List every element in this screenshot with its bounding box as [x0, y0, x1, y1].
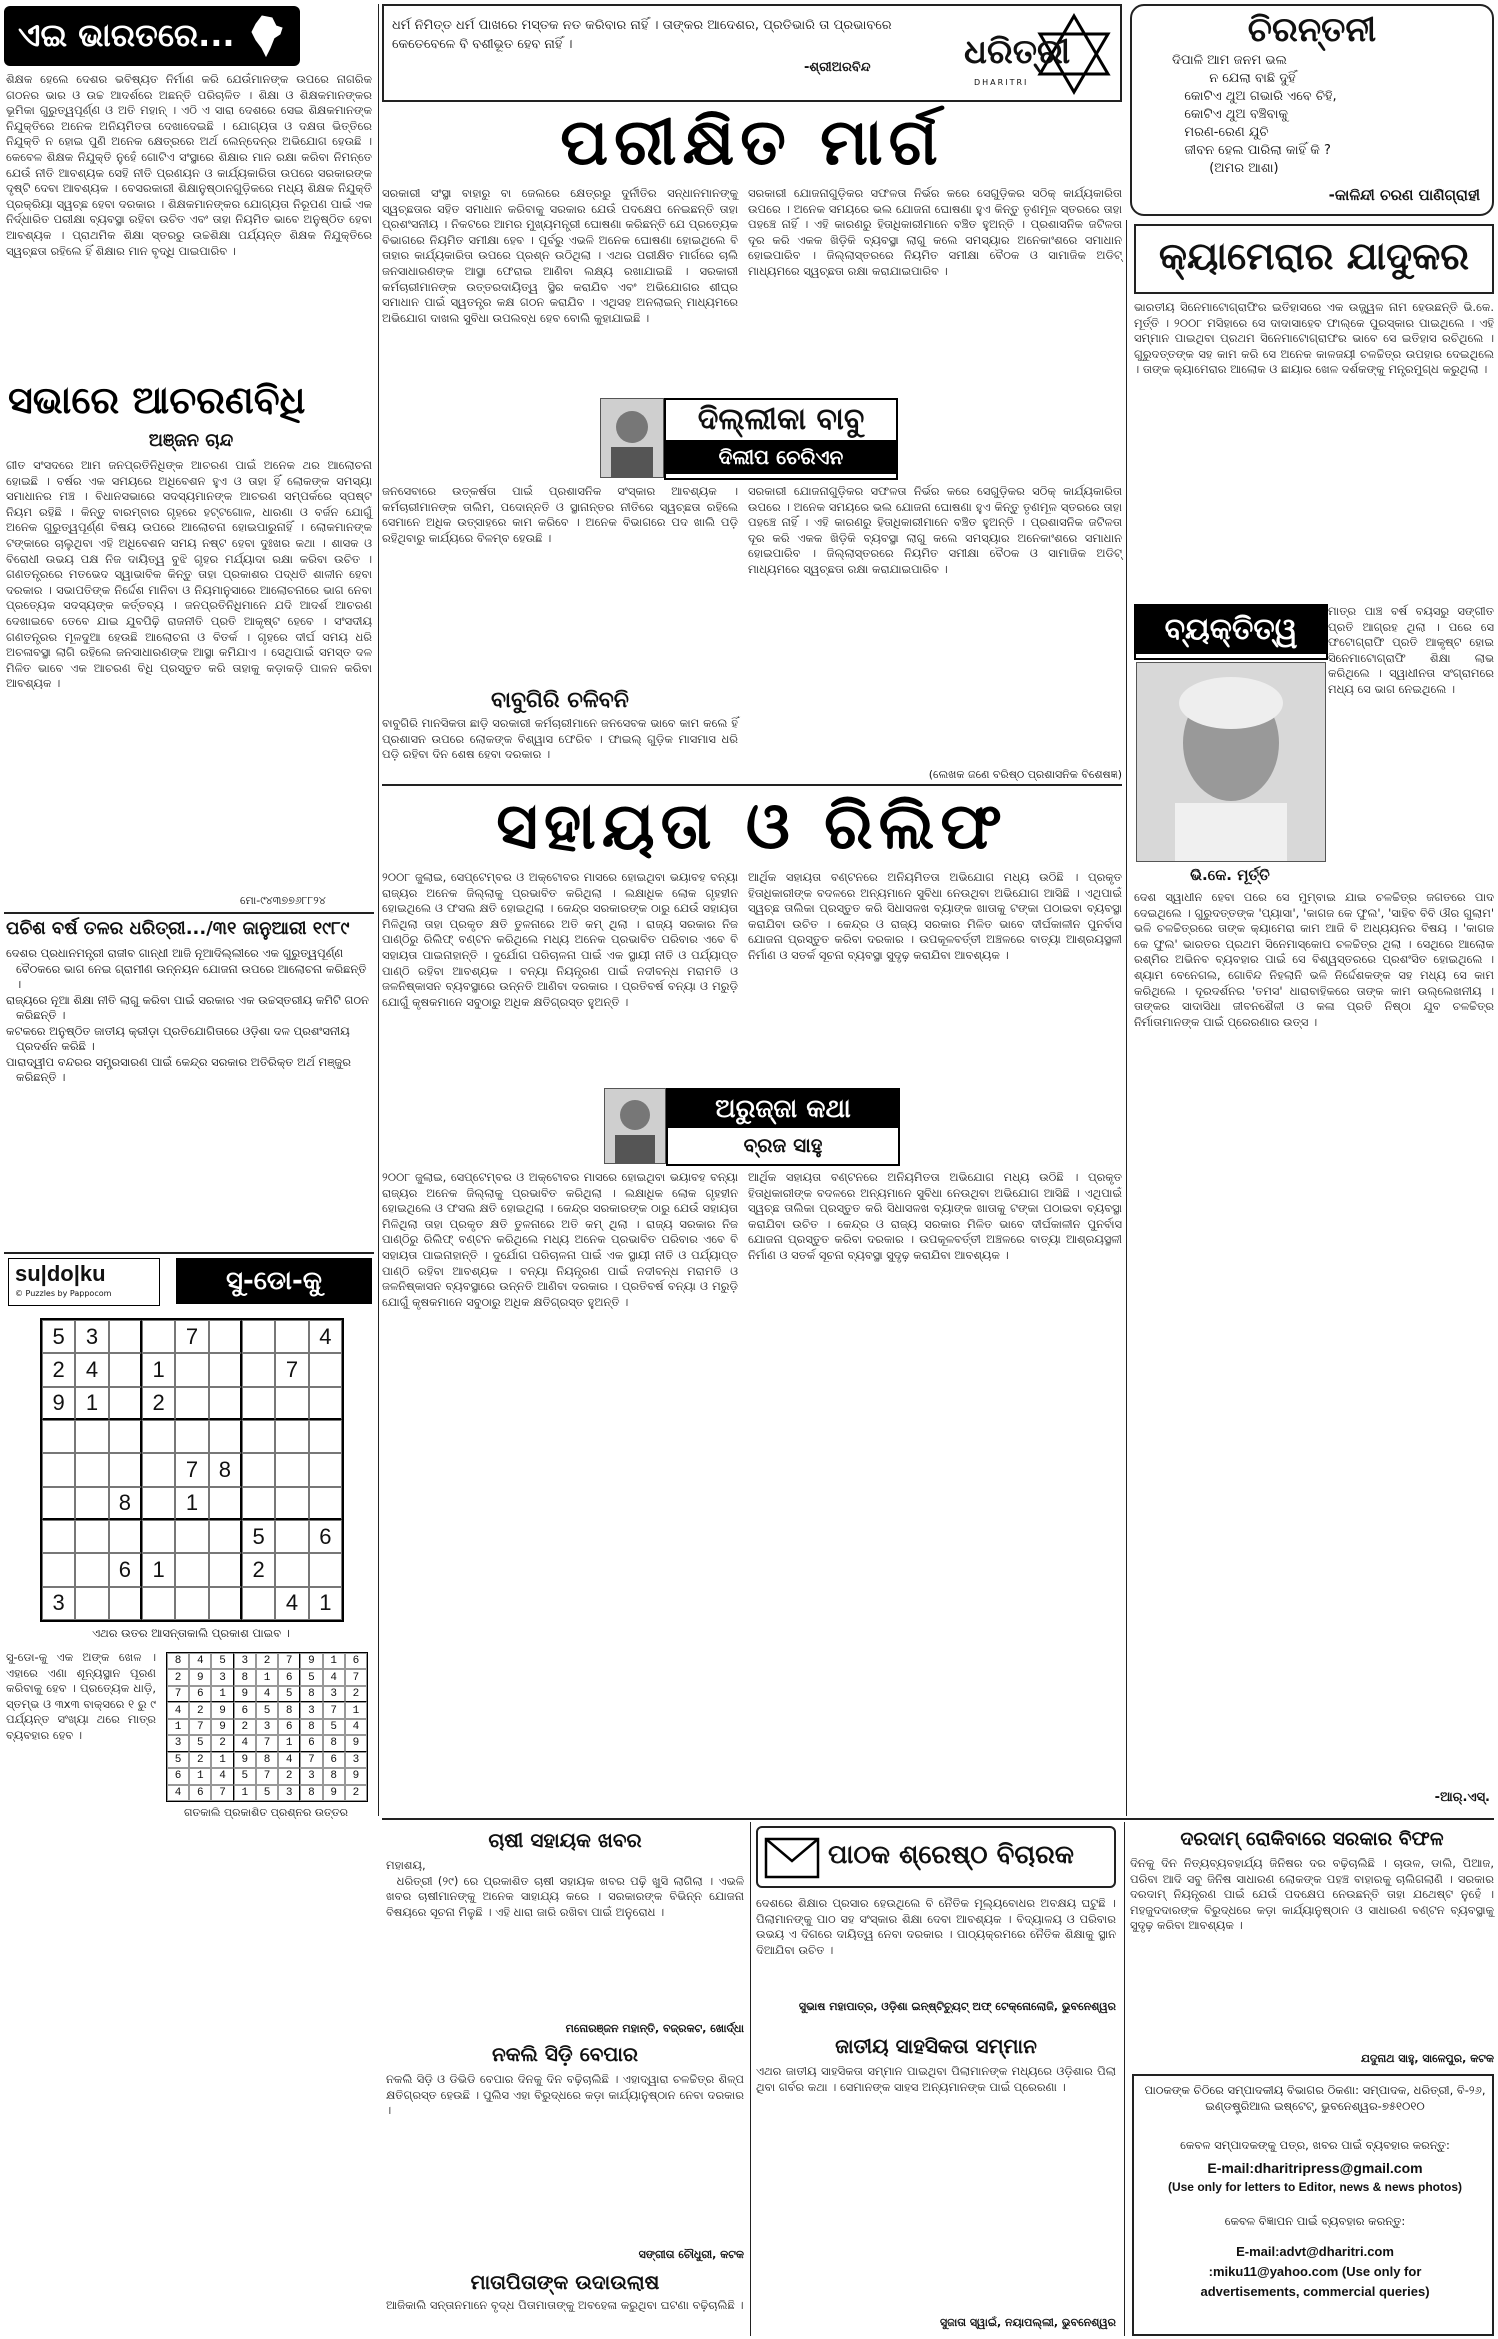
sudoku-cell[interactable] [142, 1487, 175, 1520]
contact-email2[interactable]: E-mail:advt@dharitri.com [1236, 2244, 1394, 2259]
photo-caption: ଭି.କେ. ମୂର୍ତ୍ତି [1190, 866, 1270, 884]
camera-body: ଭାରତୀୟ ସିନେମାଟୋଗ୍ରାଫିର ଇତିହାସରେ ଏକ ଉଜ୍ଜ୍ୱଳ ନାମ ହେଉଛନ୍ତି ଭି.କେ. ମୂର୍ତ୍ତି । ୨୦୦୮ ମସିହାରେ ସେ ଦାଦାସାହେବ ଫାଲ୍‌କେ ପୁରସ୍କାର ପାଇଥିଲେ । ଏହି ସମ୍ମାନ ପାଇଥିବା ପ୍ରଥମ ସିନେମାଟୋଗ୍ରାଫର ଭାବେ ସେ ଇତିହାସ ରଚିଥିଲେ । ଗୁରୁଦତ୍ତଙ୍କ ସହ କାମ କରି ସେ ଅନେକ କାଳଜୟୀ ଚଳଚ୍ଚିତ୍ର ଉପହାର ଦେଇଥିଲେ । ତାଙ୍କ କ୍ୟାମେରାର ଆଲୋକ ଓ ଛାୟାର ଖେଳ ଦର୍ଶକଙ୍କୁ ମନ୍ତ୍ରମୁଗ୍ଧ କରୁଥିଲା । [1134, 300, 1498, 377]
sudoku-solution-cell: 1 [189, 1768, 211, 1784]
sudoku-cell[interactable] [209, 1487, 242, 1520]
sudoku-solution-cell: 5 [211, 1653, 233, 1669]
sudoku-solution-cell: 6 [167, 1768, 189, 1784]
sudoku-solution-cell: 5 [300, 1669, 322, 1685]
sudoku-solution-cell: 8 [256, 1752, 278, 1768]
sudoku-solution-cell: 3 [256, 1719, 278, 1735]
sudoku-cell[interactable]: 8 [209, 1453, 242, 1486]
sudoku-solution-cell: 3 [300, 1768, 322, 1784]
sudoku-solution-cell: 5 [323, 1719, 345, 1735]
headline-sahayata-relief: ସହାୟତା ଓ ରିଲିଫ [496, 790, 1008, 864]
sudoku-solution-cell: 6 [189, 1686, 211, 1702]
left-editorial-body: ଶିକ୍ଷକ ହେଲେ ଦେଶର ଭବିଷ୍ୟତ ନିର୍ମାଣ କରି ଯେଉଁମାନଙ୍କ ଉପରେ ନାଗରିକ ଗଠନର ଭାର ଓ ଉଚ୍ଚ ଆଦର୍ଶରେ ଅଛନ୍ତି ପରିଚାଳିତ । ଶିକ୍ଷା ଓ ଶିକ୍ଷକମାନଙ୍କର ଭୂମିକା ଗୁରୁତ୍ୱପୂର୍ଣ୍ଣ ଓ ଅତି ମହାନ୍ । ଏଠି ଏ ସାରା ଦେଶରେ ସେଇ ଶିକ୍ଷକମାନଙ୍କ ନିଯୁକ୍ତିରେ ଅନେକ ଅନିୟମିତତା ଦେଖାଦେଇଛି । ଯୋଗ୍ୟତା ଓ ଦକ୍ଷତା ଭିତ୍ତିରେ ନିଯୁକ୍ତି ନ ହୋଇ ପୁଣି ଅନେକ କ୍ଷେତ୍ରରେ ଅର୍ଥ ଲେନ୍‌ଦେନ୍‌ର ଅଭିଯୋଗ ହେଉଛି । କେବେଳ ଶିକ୍ଷକ ନିଯୁକ୍ତି ନୁହେଁ ଗୋଟିଏ ସଂସ୍ଥାରେ ଶିକ୍ଷାର ମାନ ରକ୍ଷା କରିବା ନିମନ୍ତେ ଯେଉଁ ନୀତି ଆବଶ୍ୟକ ସେହି ନୀତି ପ୍ରଣୟନ ଓ କାର୍ଯ୍ୟକାରିତା ଉପରେ ସରକାରଙ୍କ ଦୃଷ୍ଟି ଦେବା ଆବଶ୍ୟକ । ବେସରକାରୀ ଶିକ୍ଷାନୁଷ୍ଠାନଗୁଡ଼ିକରେ ମଧ୍ୟ ଶିକ୍ଷକ ନିଯୁକ୍ତି ପ୍ରକ୍ରିୟା ସ୍ୱଚ୍ଛ ହେବା ଦରକାର । ଶିକ୍ଷକମାନଙ୍କର ଯୋଗ୍ୟତା ନିରୂପଣ ପାଇଁ ଏକ ନିର୍ଦ୍ଧାରିତ ପରୀକ୍ଷା ବ୍ୟବସ୍ଥା ରହିବା ଉଚିତ ଏବଂ ତାହା ନିୟମିତ ଭାବେ ଅନୁଷ୍ଠିତ ହେବା ଆବଶ୍ୟକ । ପ୍ରାଥମିକ ଶିକ୍ଷା ସ୍ତରରୁ ଉଚ୍ଚଶିକ୍ଷା ପର୍ଯ୍ୟନ୍ତ ଶିକ୍ଷକ ନିଯୁକ୍ତିରେ ସ୍ୱଚ୍ଛତା ରହିଲେ ହିଁ ଶିକ୍ଷାର ମାନ ବୃଦ୍ଧି ପାଇପାରିବ । [6, 72, 376, 258]
sudoku-solution-cell: 4 [256, 1686, 278, 1702]
sudoku-solution-cell: 7 [323, 1702, 345, 1718]
main-col2-cont: ସରକାରୀ ଯୋଜନାଗୁଡ଼ିକର ସଫଳତା ନିର୍ଭର କରେ ସେଗୁଡ଼ିକର ସଠିକ୍ କାର୍ଯ୍ୟକାରିତା ଉପରେ । ଅନେକ ସମୟରେ ଭଲ ଯୋଜନା ଘୋଷଣା ହୁଏ କିନ୍ତୁ ତୃଣମୂଳ ସ୍ତରରେ ତାହା ପହଞ୍ଚେ ନାହିଁ । ଏହି କାରଣରୁ ହିତାଧିକାରୀମାନେ ବଞ୍ଚିତ ହୁଅନ୍ତି । ପ୍ରଶାସନିକ ଜଟିଳତା ଦୂର କରି ଏକକ ଖିଡ଼ିକି ବ୍ୟବସ୍ଥା ଲାଗୁ କଲେ ସମସ୍ୟାର ଅନେକାଂଶରେ ସମାଧାନ ହୋଇପାରିବ । ଜିଲ୍ଲାସ୍ତରରେ ନିୟମିତ ସମୀକ୍ଷା ବୈଠକ ଓ ସାମାଜିକ ଅଡିଟ୍ ମାଧ୍ୟମରେ ସ୍ୱଚ୍ଛତା ରକ୍ଷା କରାଯାଇପାରିବ । [748, 484, 1126, 576]
vk-murthy-photo [1136, 662, 1326, 862]
camera-body2: ଦେଶ ସ୍ୱାଧୀନ ହେବା ପରେ ସେ ମୁମ୍ବାଇ ଯାଇ ଚଳଚ୍ଚିତ୍ର ଜଗତରେ ପାଦ ଦେଇଥିଲେ । ଗୁରୁଦତ୍ତଙ୍କ 'ପ୍ୟାସା', 'କାଗଜ କେ ଫୁଲ', 'ସାହିବ ବିବି ଔର ଗୁଲାମ' ଭଳି ଚଳଚ୍ଚିତ୍ରରେ ତାଙ୍କ କ୍ୟାମେରା କାମ ଆଜି ବି ଅଧ୍ୟୟନର ବିଷୟ । 'କାଗଜ କେ ଫୁଲ' ଭାରତର ପ୍ରଥମ ସିନେମାସ୍କୋପ ଚଳଚ୍ଚିତ୍ର ଥିଲା । ସେଥିରେ ଆଲୋକ ରଶ୍ମିର ଅଭିନବ ବ୍ୟବହାର ପାଇଁ ସେ ବିଶ୍ୱସ୍ତରରେ ପ୍ରଶଂସିତ ହୋଇଥିଲେ । ଶ୍ୟାମ ବେନେଗଲ, ଗୋବିନ୍ଦ ନିହଲାନି ଭଳି ନିର୍ଦ୍ଦେଶକଙ୍କ ସହ ମଧ୍ୟ ସେ କାମ କରିଥିଲେ । ଦୂରଦର୍ଶନର 'ତମସ' ଧାରାବାହିକରେ ତାଙ୍କ କାମ ଉଲ୍ଲେଖନୀୟ । ତାଙ୍କର ସାଦାସିଧା ଜୀବନଶୈଳୀ ଓ କଳା ପ୍ରତି ନିଷ୍ଠା ଯୁବ ଚଳଚ୍ଚିତ୍ର ନିର୍ମାତାମାନଙ୍କ ପାଇଁ ପ୍ରେରଣାର ଉତ୍ସ । [1134, 890, 1498, 1029]
sudoku-cell[interactable] [242, 1420, 275, 1453]
sudoku-grid[interactable] [40, 1318, 344, 1622]
vyakti-label [1134, 604, 1328, 660]
sudoku-cell[interactable] [309, 1353, 342, 1386]
sudoku-solution-cell: 5 [167, 1752, 189, 1768]
letters-signature2: ସୁଜାତା ସ୍ୱାଇଁ, ନୟାପଲ୍ଲୀ, ଭୁବନେଶ୍ୱର [939, 2316, 1116, 2329]
contact-email1-note: (Use only for letters to Editor, news & news photos) [1167, 2180, 1463, 2194]
sudoku-solution-cell: 6 [323, 1752, 345, 1768]
farmer-title2: ନକଲି ସିଡ଼ି ବେପାର [491, 2042, 639, 2066]
sudoku-cell[interactable] [142, 1420, 175, 1453]
sudoku-solution-caption: ଗତକାଲି ପ୍ରକାଶିତ ପ୍ରଶ୍ନର ଉତ୍ତର [183, 1806, 349, 1819]
sudoku-solution-cell: 4 [167, 1702, 189, 1718]
sudoku-solution-cell: 6 [189, 1785, 211, 1801]
source-note: (ଲେଖକ ଜଣେ ବରିଷ୍ଠ ପ୍ରଶାସନିକ ବିଶେଷଜ୍ଞ) [928, 768, 1122, 781]
sudoku-cell[interactable] [109, 1420, 142, 1453]
main-col2: ସରକାରୀ ଯୋଜନାଗୁଡ଼ିକର ସଫଳତା ନିର୍ଭର କରେ ସେଗୁଡ଼ିକର ସଠିକ୍ କାର୍ଯ୍ୟକାରିତା ଉପରେ । ଅନେକ ସମୟରେ ଭଲ ଯୋଜନା ଘୋଷଣା ହୁଏ କିନ୍ତୁ ତୃଣମୂଳ ସ୍ତରରେ ତାହା ପହଞ୍ଚେ ନାହିଁ । ଏହି କାରଣରୁ ହିତାଧିକାରୀମାନେ ବଞ୍ଚିତ ହୁଅନ୍ତି । ପ୍ରଶାସନିକ ଜଟିଳତା ଦୂର କରି ଏକକ ଖିଡ଼ିକି ବ୍ୟବସ୍ଥା ଲାଗୁ କଲେ ସମସ୍ୟାର ଅନେକାଂଶରେ ସମାଧାନ ହୋଇପାରିବ । ଜିଲ୍ଲାସ୍ତରରେ ନିୟମିତ ସମୀକ୍ଷା ବୈଠକ ଓ ସାମାଜିକ ଅଡିଟ୍ ମାଧ୍ୟମରେ ସ୍ୱଚ୍ଛତା ରକ୍ଷା କରାଯାଇପାରିବ । [748, 186, 1126, 278]
sudoku-solution-cell: 8 [323, 1735, 345, 1751]
sudoku-solution-cell: 2 [189, 1752, 211, 1768]
sudoku-cell[interactable] [142, 1587, 175, 1620]
sudoku-cell[interactable] [242, 1387, 275, 1420]
history-item: ରାଜ୍ୟରେ ନୂଆ ଶିକ୍ଷା ନୀତି ଲାଗୁ କରିବା ପାଇଁ ସରକାର ଏକ ଉଚ୍ଚସ୍ତରୀୟ କମିଟି ଗଠନ କରିଛନ୍ତି । [6, 992, 369, 1022]
sudoku-cell[interactable] [242, 1587, 275, 1620]
quote-author: -ଶ୍ରୀଅରବିନ୍ଦ [804, 60, 871, 75]
sudoku-solution-cell: 9 [300, 1653, 322, 1669]
logo-text: ଧରିତ୍ରୀ [964, 32, 1071, 72]
sudoku-cell[interactable]: 6 [309, 1520, 342, 1553]
divider [4, 1252, 374, 1254]
sudoku-solution-cell: 6 [278, 1719, 300, 1735]
sudoku-solution-cell: 4 [211, 1768, 233, 1784]
camera-body-right: ମାତ୍ର ପାଞ୍ଚ ବର୍ଷ ବୟସରୁ ସଙ୍ଗୀତ ପ୍ରତି ଆଗ୍ରହ ଥିଲା । ପରେ ସେ ଫଟୋଗ୍ରାଫି ପ୍ରତି ଆକୃଷ୍ଟ ହୋଇ ସିନେମାଟୋଗ୍ରାଫି ଶିକ୍ଷା ଲାଭ କରିଥିଲେ । ସ୍ୱାଧୀନତା ସଂଗ୍ରାମରେ ମଧ୍ୟ ସେ ଭାଗ ନେଇଥିଲେ । [1328, 604, 1498, 696]
sudoku-solution-cell: 1 [345, 1702, 367, 1718]
sudoku-cell[interactable] [109, 1387, 142, 1420]
sudoku-cell[interactable]: 1 [75, 1387, 108, 1420]
author-tag2-name: ଅରୁଜ୍ଜା କଥା [668, 1090, 898, 1128]
history-item: ଦେଶର ପ୍ରଧାନମନ୍ତ୍ରୀ ରାଜୀବ ଗାନ୍ଧୀ ଆଜି ନୂଆଦିଲ୍ଲୀରେ ଏକ ଗୁରୁତ୍ୱପୂର୍ଣ୍ଣ ବୈଠକରେ ଭାଗ ନେଇ ଗ୍ରାମୀଣ ଉନ୍ନୟନ ଯୋଜନା ଉପରେ ଆଲୋଚନା କରିଛନ୍ତି । [6, 946, 367, 991]
sudoku-solution-cell: 5 [256, 1785, 278, 1801]
sudoku-cell[interactable] [309, 1553, 342, 1586]
sudoku-cell[interactable] [142, 1320, 175, 1353]
sudoku-solution-cell: 9 [345, 1768, 367, 1784]
column-rule [1126, 220, 1127, 1816]
sudoku-solution-cell: 7 [189, 1719, 211, 1735]
main-col1-cont: ଜନସେବାରେ ଉତ୍କର୍ଷତା ପାଇଁ ପ୍ରଶାସନିକ ସଂସ୍କାର ଆବଶ୍ୟକ । କର୍ମଚାରୀମାନଙ୍କ ତାଲିମ, ପଦୋନ୍ନତି ଓ ସ୍ଥାନାନ୍ତର ନୀତିରେ ସ୍ୱଚ୍ଛତା ରହିଲେ ସେମାନେ ଅଧିକ ଉତ୍ସାହରେ କାମ କରିବେ । ଅନେକ ବିଭାଗରେ ପଦ ଖାଲି ପଡ଼ି ରହିଥିବାରୁ କାର୍ଯ୍ୟରେ ବିଳମ୍ବ ହେଉଛି । [382, 484, 742, 545]
author-tag [664, 398, 898, 480]
farmer-signature: ମନୋରଞ୍ଜନ ମହାନ୍ତି, ବଜ୍ରକଟ, ଖୋର୍ଦ୍ଧା [565, 2022, 744, 2035]
contact-email3[interactable]: :miku11@yahoo.com (Use only for [1208, 2264, 1422, 2279]
vyakti-label-text: ବ୍ୟକ୍ତିତ୍ୱ [1136, 606, 1326, 654]
sudoku-solution-cell: 7 [345, 1669, 367, 1685]
sudoku-solution-cell: 8 [300, 1785, 322, 1801]
sudoku-solution-cell: 1 [211, 1752, 233, 1768]
farmer-title3: ମାତାପିତାଙ୍କ ଉଦାଉଲାଷ [470, 2270, 660, 2294]
section-title: ଏଇ ଭାରତରେ... [18, 16, 235, 54]
sudoku-cell[interactable] [242, 1353, 275, 1386]
sudoku-cell[interactable]: 1 [175, 1487, 208, 1520]
sudoku-solution-cell: 6 [300, 1735, 322, 1751]
sudoku-solution-cell: 7 [256, 1768, 278, 1784]
subhead-babu: ବାବୁଗିରି ଚଳିବନି [491, 688, 629, 713]
letters-body: ଦେଶରେ ଶିକ୍ଷାର ପ୍ରସାର ହେଉଥିଲେ ବି ନୈତିକ ମୂଲ୍ୟବୋଧର ଅବକ୍ଷୟ ଘଟୁଛି । ପିଲାମାନଙ୍କୁ ପାଠ ସହ ସଂସ୍କାର ଶିକ୍ଷା ଦେବା ଆବଶ୍ୟକ । ବିଦ୍ୟାଳୟ ଓ ପରିବାର ଉଭୟ ଏ ଦିଗରେ ଦାୟିତ୍ୱ ନେବା ଦରକାର । ପାଠ୍ୟକ୍ରମରେ ନୈତିକ ଶିକ୍ଷାକୁ ସ୍ଥାନ ଦିଆଯିବା ଉଚିତ । [756, 1896, 1120, 1957]
sudoku-solution-cell: 3 [278, 1785, 300, 1801]
camera-headline-box [1134, 224, 1494, 294]
sudoku-solution-cell: 8 [234, 1669, 256, 1685]
sudoku-solution-cell: 9 [234, 1752, 256, 1768]
envelope-icon [764, 1837, 820, 1879]
sudoku-solution-cell: 4 [323, 1669, 345, 1685]
sudoku-cell[interactable] [175, 1387, 208, 1420]
sudoku-brand [8, 1258, 160, 1306]
sudoku-solution-cell: 6 [345, 1653, 367, 1669]
sudoku-solution-cell: 1 [234, 1785, 256, 1801]
sudoku-cell[interactable]: 3 [75, 1320, 108, 1353]
sudoku-cell[interactable] [275, 1520, 308, 1553]
sudoku-cell[interactable] [142, 1453, 175, 1486]
sudoku-cell[interactable] [109, 1353, 142, 1386]
main-col3: ୨୦୦୮ ଜୁଲାଇ, ସେପ୍ଟେମ୍ବର ଓ ଅକ୍ଟୋବର ମାସରେ ହୋଇଥିବା ଭୟାବହ ବନ୍ୟା ରାଜ୍ୟର ଅନେକ ଜିଲ୍ଲାକୁ ପ୍ରଭାବିତ କରିଥିଲା । ଲକ୍ଷାଧିକ ଲୋକ ଗୃହହୀନ ହୋଇଥିଲେ ଓ ଫସଲ କ୍ଷତି ହୋଇଥିଲା । କେନ୍ଦ୍ର ସରକାରଙ୍କ ଠାରୁ ଯେଉଁ ସହାୟତା ମିଳିଥିଲା ତାହା ପ୍ରକୃତ କ୍ଷତି ତୁଳନାରେ ଅତି କମ୍ ଥିଲା । ରାଜ୍ୟ ସରକାର ନିଜ ପାଣ୍ଠିରୁ ରିଲିଫ୍ ବଣ୍ଟନ କରିଥିଲେ ମଧ୍ୟ ଅନେକ ପ୍ରଭାବିତ ପରିବାର ଏବେ ବି ସହାୟତା ପାଇନାହାନ୍ତି । ଦୁର୍ଯୋଗ ପରିଚାଳନା ପାଇଁ ଏକ ସ୍ଥାୟୀ ନୀତି ଓ ପର୍ଯ୍ୟାପ୍ତ ପାଣ୍ଠି ରହିବା ଆବଶ୍ୟକ । ବନ୍ୟା ନିୟନ୍ତ୍ରଣ ପାଇଁ ନଦୀବନ୍ଧ ମରାମତି ଓ ଜଳନିଷ୍କାସନ ବ୍ୟବସ୍ଥାରେ ଉନ୍ନତି ଆଣିବା ଦରକାର । ପ୍ରତିବର୍ଷ ବନ୍ୟା ଓ ମରୁଡ଼ି ଯୋଗୁଁ କୃଷକମାନେ ସବୁଠାରୁ ଅଧିକ କ୍ଷତିଗ୍ରସ୍ତ ହୁଅନ୍ତି । [382, 870, 742, 1009]
sudoku-cell[interactable] [275, 1420, 308, 1453]
column-rule [378, 4, 379, 1816]
author-tag2-sub: ବ୍ରଜ ସାହୁ [743, 1133, 823, 1157]
sudoku-solution-cell: 9 [323, 1785, 345, 1801]
sudoku-cell[interactable] [75, 1420, 108, 1453]
headline-parikshita-marga: ପରୀକ୍ଷିତ ମାର୍ଗ [560, 106, 944, 180]
chirantani-poem: ଦିପାଳି ଆମ ଜନମ ଭଲ ନ ଯେଲା ବାଛି ଦୁହିଁ କୋଟିଏ ଥୁଅ ଗଭାରି ଏବେ ଚିହି, କୋଟିଏ ଥୁଅ ବଞ୍ଚିବାକୁ ମରଣ-ରେଣ ଯୁଚି ଜୀବନ ହେଲ ପାରିଲା କାହିଁ କି ? (ଅମର ଆଶା) [1172, 53, 1337, 176]
sudoku-cell[interactable] [209, 1353, 242, 1386]
sudoku-cell[interactable] [209, 1320, 242, 1353]
sudoku-cell[interactable] [109, 1320, 142, 1353]
sudoku-cell[interactable] [175, 1587, 208, 1620]
sudoku-solution-cell: 3 [234, 1653, 256, 1669]
letters-title-box [756, 1826, 1116, 1888]
india-map-icon [242, 12, 290, 60]
divider [4, 912, 374, 914]
sudoku-solution-cell: 1 [278, 1735, 300, 1751]
sudoku-solution-cell: 1 [256, 1669, 278, 1685]
sudoku-cell[interactable] [175, 1420, 208, 1453]
sudoku-solution-cell: 1 [323, 1653, 345, 1669]
sudoku-cell[interactable]: 8 [109, 1487, 142, 1520]
chirantani-title: ଚିରନ୍ତନୀ [1247, 10, 1377, 50]
sudoku-solution-grid [166, 1652, 368, 1802]
contact-email1[interactable]: E-mail:dharitripress@gmail.com [1207, 2160, 1423, 2176]
sudoku-cell[interactable] [75, 1487, 108, 1520]
letters-body2: ଏଥର ଜାତୀୟ ସାହସିକତା ସମ୍ମାନ ପାଇଥିବା ପିଲାମାନଙ୍କ ମଧ୍ୟରେ ଓଡ଼ିଶାର ପିଲା ଥିବା ଗର୍ବର କଥା । ସେମାନଙ୍କ ସାହସ ଅନ୍ୟମାନଙ୍କ ପାଇଁ ପ୍ରେରଣା । [756, 2064, 1120, 2094]
govt-signature: ଯଦୁନାଥ ସାହୁ, ସାଳେପୁର, କଟକ [1360, 2052, 1494, 2065]
govt-body: ଦିନକୁ ଦିନ ନିତ୍ୟବ୍ୟବହାର୍ଯ୍ୟ ଜିନିଷର ଦର ବଢ଼ିଚାଲିଛି । ଚାଉଳ, ଡାଲି, ପିଆଜ, ପରିବା ଆଦି ସବୁ ଜିନିଷ ସାଧାରଣ ଲୋକଙ୍କ ପହଞ୍ଚ ବାହାରକୁ ଚାଲିଗଲାଣି । ସରକାର ଦରଦାମ୍ ନିୟନ୍ତ୍ରଣ ପାଇଁ ଯେଉଁ ପଦକ୍ଷେପ ନେଉଛନ୍ତି ତାହା ଯଥେଷ୍ଟ ନୁହେଁ । ମହଜୁଦଦାରଙ୍କ ବିରୁଦ୍ଧରେ କଡ଼ା କାର୍ଯ୍ୟାନୁଷ୍ଠାନ ଓ ସାଧାରଣ ବଣ୍ଟନ ବ୍ୟବସ୍ଥାକୁ ସୁଦୃଢ଼ କରିବା ଆବଶ୍ୟକ । [1130, 1856, 1498, 1933]
sudoku-cell[interactable] [175, 1553, 208, 1586]
sudoku-cell[interactable] [42, 1420, 75, 1453]
sudoku-cell[interactable]: 4 [75, 1353, 108, 1386]
sudoku-cell[interactable] [75, 1553, 108, 1586]
main-col-babu: ବାବୁଗିରି ମାନସିକତା ଛାଡ଼ି ସରକାରୀ କର୍ମଚାରୀମାନେ ଜନସେବକ ଭାବେ କାମ କଲେ ହିଁ ପ୍ରଶାସନ ଉପରେ ଲୋକଙ୍କ ବିଶ୍ୱାସ ଫେରିବ । ଫାଇଲ୍ ଗୁଡ଼ିକ ମାସମାସ ଧରି ପଡ଼ି ରହିବା ଦିନ ଶେଷ ହେବା ଦରକାର । [382, 716, 742, 762]
sudoku-cell[interactable]: 5 [42, 1320, 75, 1353]
sudoku-solution-cell: 9 [211, 1702, 233, 1718]
sudoku-cell[interactable] [309, 1420, 342, 1453]
sudoku-solution-cell: 5 [234, 1768, 256, 1784]
left-dateline: ମୋ-୯୪୩୭୭୬୮୮୨୪ [240, 894, 326, 907]
sudoku-solution-cell: 2 [256, 1653, 278, 1669]
main-col4-cont: ଆର୍ଥିକ ସହାୟତା ବଣ୍ଟନରେ ଅନିୟମିତତା ଅଭିଯୋଗ ମଧ୍ୟ ଉଠିଛି । ପ୍ରକୃତ ହିତାଧିକାରୀଙ୍କ ବଦଳରେ ଅନ୍ୟମାନେ ସୁବିଧା ନେଉଥିବା ଅଭିଯୋଗ ଆସିଛି । ଏଥିପାଇଁ ସ୍ୱଚ୍ଛ ତାଲିକା ପ୍ରସ୍ତୁତ କରି ସିଧାସଳଖ ବ୍ୟାଙ୍କ ଖାତାକୁ ଟଙ୍କା ପଠାଇବା ବ୍ୟବସ୍ଥା କରାଯିବା ଉଚିତ । କେନ୍ଦ୍ର ଓ ରାଜ୍ୟ ସରକାର ମିଳିତ ଭାବେ ଦୀର୍ଘକାଳୀନ ପୁନର୍ବାସ ଯୋଜନା ପ୍ରସ୍ତୁତ କରିବା ଦରକାର । ଉପକୂଳବର୍ତ୍ତୀ ଅଞ୍ଚଳରେ ବାତ୍ୟା ଆଶ୍ରୟସ୍ଥଳୀ ନିର୍ମାଣ ଓ ସତର୍କ ସୂଚନା ବ୍ୟବସ୍ଥା ସୁଦୃଢ଼ କରାଯିବା ଆବଶ୍ୟକ । [748, 1170, 1126, 1262]
divider [382, 784, 1122, 786]
main-col1: ସରକାରୀ ସଂସ୍ଥା ବାହାରୁ ବା ଜେଲରେ କ୍ଷେତ୍ରରୁ ଦୁର୍ନୀତିର ସନ୍ଧାନମାନଙ୍କୁ ସ୍ୱଚ୍ଛତାର ସହିତ ସମାଧାନ କରିବାକୁ ସରକାର ଯେଉଁ ପଦକ୍ଷେପ ନେଇଛନ୍ତି ତାହା ପ୍ରଶଂସନୀୟ । ନିକଟରେ ଆମର ମୁଖ୍ୟମନ୍ତ୍ରୀ ଘୋଷଣା କରିଛନ୍ତି ଯେ ପ୍ରତ୍ୟେକ ବିଭାଗରେ ନିୟମିତ ସମୀକ୍ଷା ହେବ । ପୂର୍ବରୁ ଏଭଳି ଅନେକ ଘୋଷଣା ହୋଇଥିଲେ ବି ତାହାର କାର୍ଯ୍ୟକାରିତା ଉପରେ ପ୍ରଶ୍ନ ଉଠିଥିଲା । ଏଥର ପରୀକ୍ଷିତ ମାର୍ଗରେ ଚାଲି ଜନସାଧାରଣଙ୍କ ଆସ୍ଥା ଫେରାଇ ଆଣିବା ଲକ୍ଷ୍ୟ ରଖାଯାଇଛି । ସରକାରୀ କର୍ମଚାରୀମାନଙ୍କ ଉତ୍ତରଦାୟିତ୍ୱ ସ୍ଥିର କରାଯିବ ଏବଂ ଅଭିଯୋଗର ଶୀଘ୍ର ସମାଧାନ ପାଇଁ ସ୍ୱତନ୍ତ୍ର କକ୍ଷ ଗଠନ କରାଯିବ । ଏଥିସହ ଅନଲାଇନ୍ ମାଧ୍ୟମରେ ଅଭିଯୋଗ ଦାଖଲ ସୁବିଧା ଉପଲବ୍ଧ ହେବ ବୋଲି କୁହାଯାଇଛି । [382, 186, 742, 325]
sudoku-cell[interactable] [75, 1587, 108, 1620]
sudoku-cell[interactable]: 2 [242, 1553, 275, 1586]
sudoku-title: ସୁ-ଡୋ-କୁ [176, 1258, 372, 1304]
sudoku-cell[interactable] [209, 1587, 242, 1620]
left-byline: ଅଞ୍ଜନ ଚାନ୍ଦ [148, 430, 234, 451]
letters-title2: ଜାତୀୟ ସାହସିକତା ସମ୍ମାନ [835, 2034, 1037, 2058]
sudoku-cell[interactable] [75, 1453, 108, 1486]
sudoku-cell[interactable] [175, 1520, 208, 1553]
farmer-signature2: ସଙ୍ଗୀତା ଚୌଧୁରୀ, କଟକ [638, 2248, 744, 2261]
contact-text: ପାଠକଙ୍କ ଚିଠିରେ ସମ୍ପାଦକୀୟ ବିଭାଗର ଠିକଣା: ସମ୍ପାଦକ, ଧରିତ୍ରୀ, ବି-୨୬, ଇଣ୍ଡଷ୍ଟ୍ରିଆଲ ଇଷ୍ଟେଟ୍, ଭୁବନେଶ୍ୱର-୭୫୧୦୧୦ [1144, 2083, 1486, 2113]
farmer-body2: ନକଲି ସିଡ଼ି ଓ ଡିଭିଡି ବେପାର ଦିନକୁ ଦିନ ବଢ଼ିଚାଲିଛି । ଏହାଦ୍ୱାରା ଚଳଚ୍ଚିତ୍ର ଶିଳ୍ପ କ୍ଷତିଗ୍ରସ୍ତ ହେଉଛି । ପୁଲିସ ଏହା ବିରୁଦ୍ଧରେ କଡ଼ା କାର୍ଯ୍ୟାନୁଷ୍ଠାନ ନେବା ଦରକାର । [386, 2072, 748, 2118]
sudoku-solution-cell: 4 [278, 1752, 300, 1768]
farmer-body3: ଆଜିକାଲି ସନ୍ତାନମାନେ ବୃଦ୍ଧ ପିତାମାତାଙ୍କୁ ଅବହେଳା କରୁଥିବା ଘଟଣା ବଢ଼ିଚାଲିଛି । [386, 2298, 744, 2312]
divider [382, 1818, 1494, 1820]
quote-box [382, 4, 1122, 102]
sudoku-solution-cell: 4 [189, 1653, 211, 1669]
sudoku-cell[interactable] [275, 1387, 308, 1420]
sudoku-solution-cell: 3 [167, 1735, 189, 1751]
sudoku-solution-cell: 9 [345, 1735, 367, 1751]
sudoku-cell[interactable] [275, 1453, 308, 1486]
column-rule [1124, 1822, 1125, 2336]
sudoku-solution-cell: 8 [323, 1768, 345, 1784]
sudoku-cell[interactable] [109, 1587, 142, 1620]
camera-headline: କ୍ୟାମେରାର ଯାଦୁକର [1158, 234, 1470, 278]
sudoku-solution-cell: 2 [234, 1719, 256, 1735]
sudoku-solution-cell: 9 [234, 1686, 256, 1702]
sudoku-cell[interactable] [75, 1520, 108, 1553]
sudoku-solution-cell: 4 [345, 1719, 367, 1735]
sudoku-solution-cell: 1 [167, 1719, 189, 1735]
sudoku-cell[interactable] [142, 1520, 175, 1553]
sudoku-solution-cell: 2 [211, 1735, 233, 1751]
sudoku-cell[interactable]: 2 [42, 1353, 75, 1386]
sudoku-solution-cell: 8 [300, 1719, 322, 1735]
sudoku-solution-cell: 5 [189, 1735, 211, 1751]
sudoku-cell[interactable]: 7 [175, 1320, 208, 1353]
sudoku-solution-cell: 3 [345, 1752, 367, 1768]
contact-text2: କେବଳ ସମ୍ପାଦକଙ୍କୁ ପତ୍ର, ଖବର ପାଇଁ ବ୍ୟବହାର କରନ୍ତୁ: [1180, 2138, 1450, 2152]
camera-signature: -ଆର୍.ଏସ୍. [1434, 1790, 1490, 1805]
sudoku-solution-cell: 2 [345, 1785, 367, 1801]
sudoku-solution-cell: 4 [167, 1785, 189, 1801]
sudoku-cell[interactable] [309, 1453, 342, 1486]
sudoku-cell[interactable] [42, 1453, 75, 1486]
sudoku-cell[interactable] [242, 1453, 275, 1486]
sudoku-solution-cell: 3 [323, 1686, 345, 1702]
main-col4: ଆର୍ଥିକ ସହାୟତା ବଣ୍ଟନରେ ଅନିୟମିତତା ଅଭିଯୋଗ ମଧ୍ୟ ଉଠିଛି । ପ୍ରକୃତ ହିତାଧିକାରୀଙ୍କ ବଦଳରେ ଅନ୍ୟମାନେ ସୁବିଧା ନେଉଥିବା ଅଭିଯୋଗ ଆସିଛି । ଏଥିପାଇଁ ସ୍ୱଚ୍ଛ ତାଲିକା ପ୍ରସ୍ତୁତ କରି ସିଧାସଳଖ ବ୍ୟାଙ୍କ ଖାତାକୁ ଟଙ୍କା ପଠାଇବା ବ୍ୟବସ୍ଥା କରାଯିବା ଉଚିତ । କେନ୍ଦ୍ର ଓ ରାଜ୍ୟ ସରକାର ମିଳିତ ଭାବେ ଦୀର୍ଘକାଳୀନ ପୁନର୍ବାସ ଯୋଜନା ପ୍ରସ୍ତୁତ କରିବା ଦରକାର । ଉପକୂଳବର୍ତ୍ତୀ ଅଞ୍ଚଳରେ ବାତ୍ୟା ଆଶ୍ରୟସ୍ଥଳୀ ନିର୍ମାଣ ଓ ସତର୍କ ସୂଚନା ବ୍ୟବସ୍ଥା ସୁଦୃଢ଼ କରାଯିବା ଆବଶ୍ୟକ । [748, 870, 1126, 962]
sudoku-cell[interactable] [209, 1387, 242, 1420]
sudoku-brand-text: su|do|ku [15, 1261, 106, 1286]
history-item: ପାରାଦ୍ୱୀପ ବନ୍ଦରର ସମ୍ପ୍ରସାରଣ ପାଇଁ କେନ୍ଦ୍ର ସରକାର ଅତିରିକ୍ତ ଅର୍ଥ ମଞ୍ଜୁର କରିଛନ୍ତି । [6, 1054, 351, 1084]
chirantani-author: -କାଳିନ୍ଦୀ ଚରଣ ପାଣିଗ୍ରାହୀ [1328, 186, 1480, 204]
section-badge-ei-bharatare [4, 6, 300, 66]
contact-text3: କେବଳ ବିଜ୍ଞାପନ ପାଇଁ ବ୍ୟବହାର କରନ୍ତୁ: [1224, 2214, 1406, 2228]
author-tag-2 [666, 1088, 900, 1166]
sudoku-cell[interactable] [42, 1520, 75, 1553]
sudoku-cell[interactable] [242, 1487, 275, 1520]
sudoku-cell[interactable]: 7 [275, 1353, 308, 1386]
sudoku-cell[interactable]: 1 [309, 1587, 342, 1620]
sudoku-cell[interactable]: 1 [142, 1553, 175, 1586]
sudoku-solution-cell: 1 [211, 1686, 233, 1702]
sudoku-solution-cell: 8 [300, 1686, 322, 1702]
left-editorial-body2: ଗୀତ ସଂସଦରେ ଆମ ଜନପ୍ରତିନିଧିଙ୍କ ଆଚରଣ ପାଇଁ ଅନେକ ଥର ଆଲୋଚନା ହୋଇଛି । ବର୍ଷର ଏକ ସମୟରେ ଅଧିବେଶନ ହୁଏ ଓ ତାହା ହିଁ ଲୋକଙ୍କ ସମସ୍ୟା ସମାଧାନର ମଞ୍ଚ । ବିଧାନସଭାରେ ସଦସ୍ୟମାନଙ୍କ ଆଚରଣ ସମ୍ପର୍କରେ ସ୍ପଷ୍ଟ ନିୟମ ରହିଛି । କିନ୍ତୁ ବାରମ୍ବାର ଗୃହରେ ହଟ୍ଟଗୋଳ, ଧାରଣା ଓ ବର୍ଜନ ଯୋଗୁଁ ଅନେକ ଗୁରୁତ୍ୱପୂର୍ଣ୍ଣ ବିଷୟ ଉପରେ ଆଲୋଚନା ହୋଇପାରୁନାହିଁ । ଲୋକମାନଙ୍କ ଟଙ୍କାରେ ଚାଲୁଥିବା ଏହି ଅଧିବେଶନ ସମୟ ନଷ୍ଟ ହେବା ଦୁଃଖର କଥା । ଶାସକ ଓ ବିରୋଧୀ ଉଭୟ ପକ୍ଷ ନିଜ ଦାୟିତ୍ୱ ବୁଝି ଗୃହର ମର୍ଯ୍ୟାଦା ରକ୍ଷା କରିବା ଉଚିତ । ଗଣତନ୍ତ୍ରରେ ମତଭେଦ ସ୍ୱାଭାବିକ କିନ୍ତୁ ତାହା ପ୍ରକାଶର ପଦ୍ଧତି ଶାଳୀନ ହେବା ଦରକାର । ସଭାପତିଙ୍କ ନିର୍ଦ୍ଦେଶ ମାନିବା ଓ ନିୟମାନୁସାରେ ଆଲୋଚନାରେ ଭାଗ ନେବା ପ୍ରତ୍ୟେକ ସଦସ୍ୟଙ୍କ କର୍ତ୍ତବ୍ୟ । ଜନପ୍ରତିନିଧିମାନେ ଯଦି ଆଦର୍ଶ ଆଚରଣ ଦେଖାଇବେ ତେବେ ଯାଇ ଯୁବପିଢ଼ି ରାଜନୀତି ପ୍ରତି ଆକୃଷ୍ଟ ହେବେ । ସଂସଦୀୟ ଗଣତନ୍ତ୍ରର ମୂଳଦୁଆ ହେଉଛି ଆଲୋଚନା ଓ ବିତର୍କ । ଗୃହରେ ଦୀର୍ଘ ସମୟ ଧରି ଅଚଳାବସ୍ଥା ଲାଗି ରହିଲେ ଜନସାଧାରଣଙ୍କ ଆସ୍ଥା କମିଯାଏ । ସେଥିପାଇଁ ସମସ୍ତ ଦଳ ମିଳିତ ଭାବେ ଏକ ଆଚରଣ ବିଧି ପ୍ରସ୍ତୁତ କରି ତାହାକୁ କଡ଼ାକଡ଼ି ପାଳନ କରିବା ଆବଶ୍ୟକ । [6, 458, 376, 691]
sudoku-brand-sub: © Puzzles by Pappocom [15, 1289, 112, 1298]
sudoku-cell[interactable] [209, 1420, 242, 1453]
sudoku-solution-cell: 6 [234, 1702, 256, 1718]
author-tag-sub: ଦିଲୀପ ଚେରିଏନ [666, 440, 896, 474]
sudoku-solution-cell: 9 [189, 1669, 211, 1685]
sudoku-solution-cell: 5 [256, 1702, 278, 1718]
sudoku-cell[interactable] [309, 1487, 342, 1520]
letters-signature: ସୁଭାଷ ମହାପାତ୍ର, ଓଡ଼ିଶା ଇନ୍‌ଷ୍ଟିଚ୍ୟୁଟ୍ ଅଫ୍ ଟେକ୍ନୋଲୋଜି, ଭୁବନେଶ୍ୱର [798, 2000, 1116, 2013]
author-photo [600, 398, 664, 478]
sudoku-cell[interactable] [42, 1553, 75, 1586]
sudoku-cell[interactable] [109, 1453, 142, 1486]
sudoku-cell[interactable] [275, 1487, 308, 1520]
chirantani-box [1130, 4, 1494, 216]
farmer-title: ଚାଷୀ ସହାୟକ ଖବର [488, 1828, 642, 1852]
sudoku-cell[interactable] [209, 1553, 242, 1586]
left-headline: ସଭାରେ ଆଚରଣବିଧି [8, 378, 306, 422]
contact-email3-note: advertisements, commercial queries) [1200, 2284, 1430, 2299]
dharitri-logo [964, 12, 1114, 96]
sudoku-cell[interactable] [209, 1520, 242, 1553]
sudoku-solution-cell: 8 [278, 1702, 300, 1718]
sudoku-cell[interactable]: 4 [309, 1320, 342, 1353]
history-title: ପଚିଶ ବର୍ଷ ତଳର ଧରିତ୍ରୀ.../୩୧ ଜାନୁଆରୀ ୧୯୮୯ [6, 918, 350, 939]
sudoku-cell[interactable] [275, 1320, 308, 1353]
sudoku-cell[interactable]: 4 [275, 1587, 308, 1620]
sudoku-solution-cell: 9 [211, 1719, 233, 1735]
govt-title: ଦରଦାମ୍ ରୋକିବାରେ ସରକାର ବିଫଳ [1180, 1828, 1444, 1850]
sudoku-cell[interactable] [275, 1553, 308, 1586]
sudoku-cell[interactable]: 3 [42, 1587, 75, 1620]
history-item: କଟକରେ ଅନୁଷ୍ଠିତ ଜାତୀୟ କ୍ରୀଡ଼ା ପ୍ରତିଯୋଗିତାରେ ଓଡ଼ିଶା ଦଳ ପ୍ରଶଂସନୀୟ ପ୍ରଦର୍ଶନ କରିଛି । [6, 1023, 350, 1053]
sudoku-cell[interactable]: 6 [109, 1553, 142, 1586]
column-rule [750, 1822, 751, 2336]
sudoku-cell[interactable] [309, 1387, 342, 1420]
sudoku-solution-cell: 3 [211, 1669, 233, 1685]
sudoku-cell[interactable]: 1 [142, 1353, 175, 1386]
sudoku-solution-cell: 7 [211, 1785, 233, 1801]
history-list [6, 946, 372, 1086]
sudoku-caption: ଏଥର ଉତର ଆସନ୍ତାକାଲି ପ୍ରକାଶ ପାଇବ । [92, 1626, 290, 1640]
sudoku-solution-cell: 8 [167, 1653, 189, 1669]
sudoku-solution-cell: 7 [167, 1686, 189, 1702]
sudoku-solution-cell: 7 [256, 1735, 278, 1751]
sudoku-solution-cell: 2 [167, 1669, 189, 1685]
sudoku-cell[interactable] [175, 1353, 208, 1386]
sudoku-solution-cell: 7 [278, 1653, 300, 1669]
letters-title: ପାଠକ ଶ୍ରେଷ୍ଠ ବିଚାରକ [828, 1840, 1075, 1870]
main-col3-cont: ୨୦୦୮ ଜୁଲାଇ, ସେପ୍ଟେମ୍ବର ଓ ଅକ୍ଟୋବର ମାସରେ ହୋଇଥିବା ଭୟାବହ ବନ୍ୟା ରାଜ୍ୟର ଅନେକ ଜିଲ୍ଲାକୁ ପ୍ରଭାବିତ କରିଥିଲା । ଲକ୍ଷାଧିକ ଲୋକ ଗୃହହୀନ ହୋଇଥିଲେ ଓ ଫସଲ କ୍ଷତି ହୋଇଥିଲା । କେନ୍ଦ୍ର ସରକାରଙ୍କ ଠାରୁ ଯେଉଁ ସହାୟତା ମିଳିଥିଲା ତାହା ପ୍ରକୃତ କ୍ଷତି ତୁଳନାରେ ଅତି କମ୍ ଥିଲା । ରାଜ୍ୟ ସରକାର ନିଜ ପାଣ୍ଠିରୁ ରିଲିଫ୍ ବଣ୍ଟନ କରିଥିଲେ ମଧ୍ୟ ଅନେକ ପ୍ରଭାବିତ ପରିବାର ଏବେ ବି ସହାୟତା ପାଇନାହାନ୍ତି । ଦୁର୍ଯୋଗ ପରିଚାଳନା ପାଇଁ ଏକ ସ୍ଥାୟୀ ନୀତି ଓ ପର୍ଯ୍ୟାପ୍ତ ପାଣ୍ଠି ରହିବା ଆବଶ୍ୟକ । ବନ୍ୟା ନିୟନ୍ତ୍ରଣ ପାଇଁ ନଦୀବନ୍ଧ ମରାମତି ଓ ଜଳନିଷ୍କାସନ ବ୍ୟବସ୍ଥାରେ ଉନ୍ନତି ଆଣିବା ଦରକାର । ପ୍ରତିବର୍ଷ ବନ୍ୟା ଓ ମରୁଡ଼ି ଯୋଗୁଁ କୃଷକମାନେ ସବୁଠାରୁ ଅଧିକ କ୍ଷତିଗ୍ରସ୍ତ ହୁଅନ୍ତି । [382, 1170, 742, 1309]
sudoku-instructions: ସୁ-ଡୋ-କୁ ଏକ ଅଙ୍କ ଖେଳ । ଏହାରେ ଏଣା ଶୂନ୍ୟସ୍ଥାନ ପୂରଣ କରିବାକୁ ହେବ । ପ୍ରତ୍ୟେକ ଧାଡ଼ି, ସ୍ତମ୍ଭ ଓ ୩x୩ ବାକ୍ସରେ ୧ ରୁ ୯ ପର୍ଯ୍ୟନ୍ତ ସଂଖ୍ୟା ଥରେ ମାତ୍ର ବ୍ୟବହାର ହେବ । [6, 1650, 160, 1742]
logo-sub: DHARITRI [974, 78, 1029, 87]
sudoku-cell[interactable] [242, 1320, 275, 1353]
sudoku-solution-cell: 4 [234, 1735, 256, 1751]
farmer-body: ମହାଶୟ, ଧରିତ୍ରୀ (୨୯) ରେ ପ୍ରକାଶିତ ଚାଷୀ ସହାୟକ ଖବର ପଢ଼ି ଖୁସି ଲାଗିଲା । ଏଭଳି ଖବର ଚାଷୀମାନଙ୍କୁ ଅନେକ ସାହାଯ୍ୟ କରେ । ସରକାରଙ୍କ ବିଭିନ୍ନ ଯୋଜନା ବିଷୟରେ ସୂଚନା ମିଳୁଛି । ଏହି ଧାରା ଜାରି ରଖିବା ପାଇଁ ଅନୁରୋଧ । [386, 1858, 744, 1919]
sudoku-solution-cell: 2 [278, 1768, 300, 1784]
sudoku-solution-cell: 2 [345, 1686, 367, 1702]
sudoku-cell[interactable]: 5 [242, 1520, 275, 1553]
author-tag-name: ଦିଲ୍ଲୀକା ବାବୁ [697, 402, 865, 437]
contact-box [1132, 2074, 1494, 2336]
sudoku-solution-cell: 3 [300, 1702, 322, 1718]
author-photo-2 [604, 1088, 666, 1164]
sudoku-solution-cell: 7 [300, 1752, 322, 1768]
sudoku-cell[interactable] [109, 1520, 142, 1553]
sudoku-cell[interactable]: 7 [175, 1453, 208, 1486]
sudoku-solution-cell: 5 [278, 1686, 300, 1702]
sudoku-solution-cell: 6 [278, 1669, 300, 1685]
sudoku-solution-cell: 2 [189, 1702, 211, 1718]
sudoku-cell[interactable] [42, 1487, 75, 1520]
sudoku-cell[interactable]: 2 [142, 1387, 175, 1420]
quote-text: ଧର୍ମ ନିମିତ୍ତ ଧର୍ମ ପାଖରେ ମସ୍ତକ ନତ କରିବାର ନାହିଁ । ତାଙ୍କର ଆଦେଶର, ପ୍ରତିଭାରି ତା ପ୍ରଭାବରେ କେତେବେଳେ ବି ବଶୀଭୂତ ହେବ ନାହିଁ । [392, 18, 892, 52]
sudoku-cell[interactable]: 9 [42, 1387, 75, 1420]
